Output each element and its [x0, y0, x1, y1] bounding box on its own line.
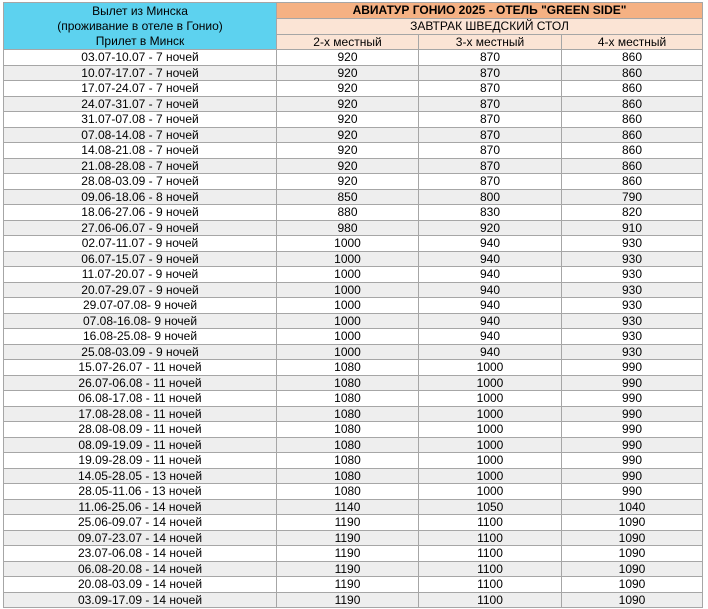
price-double-cell: 1000: [277, 313, 419, 329]
price-quad-cell: 930: [562, 236, 703, 252]
price-double-cell: 1190: [277, 561, 419, 577]
price-triple-cell: 830: [419, 205, 562, 221]
price-triple-cell: 1000: [419, 437, 562, 453]
dates-column-header: [4, 3, 277, 50]
price-quad-cell: 860: [562, 174, 703, 190]
price-triple-cell: 940: [419, 329, 562, 345]
tour-dates-cell: 06.07-15.07 - 9 ночей: [4, 251, 277, 267]
table-row: [4, 174, 703, 190]
price-double-cell: 1190: [277, 530, 419, 546]
table-row: [4, 391, 703, 407]
tour-dates-cell: 21.08-28.08 - 7 ночей: [4, 158, 277, 174]
tour-dates-cell: 11.06-25.06 - 14 ночей: [4, 499, 277, 515]
price-double-cell: 1190: [277, 592, 419, 608]
table-row: [4, 65, 703, 81]
price-triple-cell: 940: [419, 313, 562, 329]
price-double-cell: 1080: [277, 437, 419, 453]
price-triple-cell: 1000: [419, 375, 562, 391]
tour-dates-cell: 15.07-26.07 - 11 ночей: [4, 360, 277, 376]
price-triple-cell: 800: [419, 189, 562, 205]
price-quad-cell: 990: [562, 468, 703, 484]
price-double-cell: 920: [277, 96, 419, 112]
table-row: [4, 592, 703, 608]
table-row: [4, 298, 703, 314]
tour-dates-cell: 25.08-03.09 - 9 ночей: [4, 344, 277, 360]
table-row: [4, 468, 703, 484]
price-quad-cell: 1090: [562, 546, 703, 562]
tour-dates-cell: 23.07-06.08 - 14 ночей: [4, 546, 277, 562]
tour-dates-cell: 09.06-18.06 - 8 ночей: [4, 189, 277, 205]
price-quad-cell: 820: [562, 205, 703, 221]
header-row-title: [4, 3, 703, 19]
price-table-wrapper: [3, 2, 703, 608]
price-double-cell: 1190: [277, 577, 419, 593]
tour-dates-cell: 06.08-17.08 - 11 ночей: [4, 391, 277, 407]
price-triple-cell: 940: [419, 236, 562, 252]
tour-dates-cell: 10.07-17.07 - 7 ночей: [4, 65, 277, 81]
tour-dates-cell: 20.08-03.09 - 14 ночей: [4, 577, 277, 593]
price-double-cell: 1190: [277, 546, 419, 562]
tour-dates-cell: 03.07-10.07 - 7 ночей: [4, 50, 277, 66]
price-double-cell: 1000: [277, 236, 419, 252]
price-triple-cell: 870: [419, 143, 562, 159]
price-triple-cell: 870: [419, 158, 562, 174]
table-row: [4, 189, 703, 205]
tour-dates-cell: 18.06-27.06 - 9 ночей: [4, 205, 277, 221]
price-triple-cell: 870: [419, 96, 562, 112]
price-quad-cell: 990: [562, 422, 703, 438]
tour-dates-cell: 28.08-08.09 - 11 ночей: [4, 422, 277, 438]
price-quad-cell: 930: [562, 298, 703, 314]
price-triple-cell: 940: [419, 344, 562, 360]
price-triple-cell: 1000: [419, 406, 562, 422]
tour-dates-cell: 28.08-03.09 - 7 ночей: [4, 174, 277, 190]
table-row: [4, 515, 703, 531]
price-quad-cell: 860: [562, 81, 703, 97]
price-quad-cell: 990: [562, 375, 703, 391]
price-triple-cell: 940: [419, 251, 562, 267]
price-quad-cell: 860: [562, 65, 703, 81]
column-header-double: 2-х местный: [277, 35, 419, 50]
table-row: [4, 267, 703, 283]
table-title: АВИАТУР ГОНИО 2025 - ОТЕЛЬ "GREEN SIDE": [277, 3, 703, 19]
price-triple-cell: 940: [419, 267, 562, 283]
tour-dates-cell: 07.08-14.08 - 7 ночей: [4, 127, 277, 143]
price-quad-cell: 860: [562, 158, 703, 174]
table-row: [4, 406, 703, 422]
price-double-cell: 920: [277, 50, 419, 66]
price-double-cell: 1080: [277, 468, 419, 484]
price-double-cell: 920: [277, 112, 419, 128]
tour-dates-cell: 29.07-07.08- 9 ночей: [4, 298, 277, 314]
meal-plan-subtitle: ЗАВТРАК ШВЕДСКИЙ СТОЛ: [277, 19, 703, 35]
price-quad-cell: 860: [562, 112, 703, 128]
table-row: [4, 344, 703, 360]
table-row: [4, 422, 703, 438]
table-row: [4, 546, 703, 562]
price-triple-cell: 870: [419, 65, 562, 81]
table-row: [4, 96, 703, 112]
tour-dates-cell: 20.07-29.07 - 9 ночей: [4, 282, 277, 298]
price-quad-cell: 1090: [562, 515, 703, 531]
tour-dates-cell: 11.07-20.07 - 9 ночей: [4, 267, 277, 283]
table-row: [4, 561, 703, 577]
table-row: [4, 313, 703, 329]
price-triple-cell: 940: [419, 282, 562, 298]
price-triple-cell: 1000: [419, 391, 562, 407]
table-row: [4, 360, 703, 376]
price-triple-cell: 1000: [419, 360, 562, 376]
table-row: [4, 158, 703, 174]
price-triple-cell: 1000: [419, 468, 562, 484]
tour-dates-cell: 08.09-19.09 - 11 ночей: [4, 437, 277, 453]
price-double-cell: 1080: [277, 406, 419, 422]
price-double-cell: 1080: [277, 360, 419, 376]
price-triple-cell: 940: [419, 298, 562, 314]
tour-dates-cell: 17.08-28.08 - 11 ночей: [4, 406, 277, 422]
price-triple-cell: 1100: [419, 515, 562, 531]
price-double-cell: 980: [277, 220, 419, 236]
price-triple-cell: 1100: [419, 546, 562, 562]
table-row: [4, 453, 703, 469]
price-double-cell: 1080: [277, 422, 419, 438]
price-double-cell: 1000: [277, 298, 419, 314]
price-double-cell: 920: [277, 127, 419, 143]
tour-dates-cell: 09.07-23.07 - 14 ночей: [4, 530, 277, 546]
price-triple-cell: 1000: [419, 484, 562, 500]
table-row: [4, 282, 703, 298]
price-triple-cell: 920: [419, 220, 562, 236]
price-quad-cell: 990: [562, 484, 703, 500]
table-row: [4, 112, 703, 128]
price-quad-cell: 860: [562, 143, 703, 159]
price-quad-cell: 930: [562, 267, 703, 283]
tour-dates-cell: 25.06-09.07 - 14 ночей: [4, 515, 277, 531]
tour-dates-cell: 31.07-07.08 - 7 ночей: [4, 112, 277, 128]
price-double-cell: 1000: [277, 251, 419, 267]
table-row: [4, 205, 703, 221]
price-double-cell: 1080: [277, 391, 419, 407]
table-row: [4, 251, 703, 267]
tour-dates-cell: 28.05-11.06 - 13 ночей: [4, 484, 277, 500]
price-double-cell: 920: [277, 65, 419, 81]
tour-dates-cell: 16.08-25.08- 9 ночей: [4, 329, 277, 345]
table-row: [4, 530, 703, 546]
price-double-cell: 1000: [277, 282, 419, 298]
price-double-cell: 880: [277, 205, 419, 221]
tour-dates-cell: 24.07-31.07 - 7 ночей: [4, 96, 277, 112]
price-quad-cell: 1090: [562, 577, 703, 593]
price-quad-cell: 930: [562, 282, 703, 298]
column-header-quad: 4-х местный: [562, 35, 703, 50]
price-quad-cell: 1040: [562, 499, 703, 515]
tour-dates-cell: 06.08-20.08 - 14 ночей: [4, 561, 277, 577]
tour-dates-cell: 03.09-17.09 - 14 ночей: [4, 592, 277, 608]
price-quad-cell: 930: [562, 344, 703, 360]
price-double-cell: 1190: [277, 515, 419, 531]
price-quad-cell: 990: [562, 437, 703, 453]
table-row: [4, 81, 703, 97]
price-quad-cell: 930: [562, 329, 703, 345]
price-quad-cell: 990: [562, 391, 703, 407]
price-quad-cell: 1090: [562, 561, 703, 577]
price-quad-cell: 1090: [562, 592, 703, 608]
price-quad-cell: 930: [562, 251, 703, 267]
price-triple-cell: 1100: [419, 577, 562, 593]
price-triple-cell: 1100: [419, 561, 562, 577]
price-quad-cell: 990: [562, 360, 703, 376]
price-triple-cell: 870: [419, 112, 562, 128]
tour-dates-cell: 17.07-24.07 - 7 ночей: [4, 81, 277, 97]
table-row: [4, 437, 703, 453]
header-departure-label: Вылет из Минска: [92, 3, 188, 18]
price-quad-cell: 860: [562, 96, 703, 112]
price-triple-cell: 1100: [419, 592, 562, 608]
table-row: [4, 329, 703, 345]
tour-dates-cell: 02.07-11.07 - 9 ночей: [4, 236, 277, 252]
table-row: [4, 50, 703, 66]
price-quad-cell: 1090: [562, 530, 703, 546]
price-quad-cell: 930: [562, 313, 703, 329]
price-table: [3, 2, 703, 608]
price-double-cell: 850: [277, 189, 419, 205]
price-double-cell: 920: [277, 143, 419, 159]
column-header-triple: 3-х местный: [419, 35, 562, 50]
tour-dates-cell: 07.08-16.08- 9 ночей: [4, 313, 277, 329]
price-double-cell: 1080: [277, 453, 419, 469]
table-row: [4, 375, 703, 391]
table-row: [4, 577, 703, 593]
price-quad-cell: 790: [562, 189, 703, 205]
table-row: [4, 236, 703, 252]
price-double-cell: 1000: [277, 267, 419, 283]
price-double-cell: 1140: [277, 499, 419, 515]
table-header: [4, 3, 703, 50]
price-double-cell: 1000: [277, 344, 419, 360]
table-row: [4, 220, 703, 236]
table-row: [4, 499, 703, 515]
table-body: [4, 50, 703, 608]
tour-dates-cell: 14.08-21.08 - 7 ночей: [4, 143, 277, 159]
price-quad-cell: 860: [562, 50, 703, 66]
price-quad-cell: 860: [562, 127, 703, 143]
price-double-cell: 1080: [277, 375, 419, 391]
table-row: [4, 127, 703, 143]
price-double-cell: 920: [277, 81, 419, 97]
price-quad-cell: 990: [562, 406, 703, 422]
price-double-cell: 1080: [277, 484, 419, 500]
price-triple-cell: 870: [419, 174, 562, 190]
price-triple-cell: 1000: [419, 422, 562, 438]
price-triple-cell: 1050: [419, 499, 562, 515]
price-double-cell: 920: [277, 158, 419, 174]
price-triple-cell: 1000: [419, 453, 562, 469]
table-row: [4, 484, 703, 500]
header-arrival-label: Прилет в Минск: [95, 33, 185, 48]
table-row: [4, 143, 703, 159]
tour-dates-cell: 14.05-28.05 - 13 ночей: [4, 468, 277, 484]
price-quad-cell: 910: [562, 220, 703, 236]
price-triple-cell: 870: [419, 50, 562, 66]
price-double-cell: 1000: [277, 329, 419, 345]
tour-dates-cell: 27.06-06.07 - 9 ночей: [4, 220, 277, 236]
price-double-cell: 920: [277, 174, 419, 190]
tour-dates-cell: 19.09-28.09 - 11 ночей: [4, 453, 277, 469]
price-triple-cell: 870: [419, 127, 562, 143]
price-quad-cell: 990: [562, 453, 703, 469]
price-triple-cell: 870: [419, 81, 562, 97]
price-triple-cell: 1100: [419, 530, 562, 546]
tour-dates-cell: 26.07-06.08 - 11 ночей: [4, 375, 277, 391]
header-stay-label: (проживание в отеле в Гонио): [57, 18, 223, 33]
